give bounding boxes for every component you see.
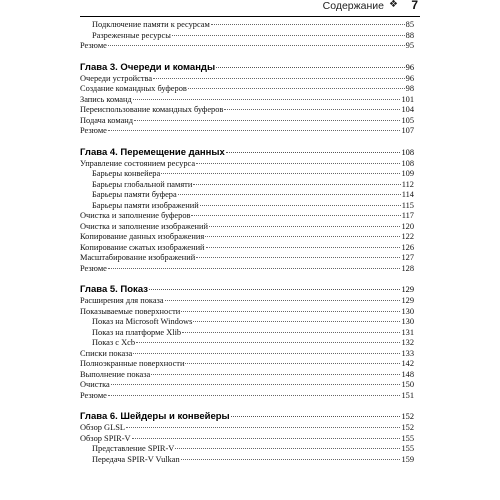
toc-page-number: 131 bbox=[401, 327, 414, 337]
toc-subentry bbox=[80, 317, 414, 328]
toc-entry-title: Выполнение показа bbox=[80, 369, 151, 379]
dot-leader bbox=[153, 78, 405, 79]
toc-entry bbox=[80, 126, 414, 137]
toc-entry-title: Глава 5. Показ bbox=[80, 284, 148, 295]
running-header bbox=[80, 0, 420, 17]
toc-page-number: 126 bbox=[401, 242, 414, 252]
toc-entry bbox=[80, 434, 414, 445]
dot-leader bbox=[193, 321, 400, 322]
toc-entry bbox=[80, 211, 414, 222]
toc-entry-title: Глава 4. Перемещение данных bbox=[80, 146, 225, 158]
toc-entry-title: Управление состоянием ресурса bbox=[80, 158, 196, 168]
dot-leader bbox=[132, 438, 401, 439]
toc-page-number: 151 bbox=[401, 390, 414, 400]
toc-chapter-heading bbox=[80, 410, 414, 423]
dot-leader bbox=[211, 24, 405, 25]
toc-page-number: 117 bbox=[401, 211, 414, 220]
toc-entry bbox=[80, 307, 414, 318]
toc-entry bbox=[80, 159, 414, 170]
toc-entry-title: Копирование сжатых изображений bbox=[80, 242, 205, 252]
toc-entry-title: Масштабирование изображений bbox=[80, 253, 196, 262]
dot-leader bbox=[108, 395, 401, 396]
toc-entry bbox=[80, 380, 414, 391]
dot-leader bbox=[111, 384, 401, 385]
toc-entry bbox=[80, 105, 414, 116]
toc-entry-title: Показываемые поверхности bbox=[80, 306, 181, 316]
toc-page-number: 115 bbox=[401, 200, 414, 210]
dot-leader bbox=[133, 99, 401, 100]
dot-leader bbox=[175, 448, 400, 449]
toc-page-number: 130 bbox=[401, 317, 414, 326]
dot-leader bbox=[108, 130, 401, 131]
toc-page-number: 150 bbox=[401, 380, 414, 389]
toc-entry bbox=[80, 349, 414, 360]
toc-subentry bbox=[80, 455, 414, 466]
dot-leader bbox=[224, 109, 400, 110]
toc-subentry bbox=[80, 328, 414, 339]
toc-entry bbox=[80, 243, 414, 254]
diamond-icon: ❖ bbox=[389, 0, 398, 10]
toc-subentry bbox=[80, 444, 414, 455]
toc-page-number: 98 bbox=[405, 84, 414, 93]
toc-page-number: 152 bbox=[401, 423, 414, 432]
toc-entry-title: Резюме bbox=[80, 41, 107, 50]
toc-page-number: 96 bbox=[405, 62, 414, 72]
toc-page-number: 105 bbox=[401, 115, 414, 125]
toc-entry bbox=[80, 391, 414, 402]
toc-entry-title: Резюме bbox=[80, 263, 107, 273]
dot-leader bbox=[185, 363, 400, 364]
dot-leader bbox=[172, 35, 405, 36]
toc-entry-title: Списки показа bbox=[80, 348, 133, 358]
dot-leader bbox=[134, 120, 400, 121]
toc-page-number: 132 bbox=[401, 338, 414, 347]
toc-page-number: 128 bbox=[401, 263, 414, 273]
dot-leader bbox=[165, 300, 401, 301]
toc-page-number: 152 bbox=[401, 412, 414, 421]
toc-page-number: 133 bbox=[401, 348, 414, 358]
dot-leader bbox=[191, 215, 400, 216]
toc-page-number: 130 bbox=[401, 306, 414, 316]
toc-page-number: 96 bbox=[405, 73, 414, 83]
toc-page-number: 101 bbox=[401, 94, 414, 104]
dot-leader bbox=[181, 311, 400, 312]
dot-leader bbox=[178, 194, 401, 195]
toc-page-number: 122 bbox=[401, 232, 414, 241]
toc-chapter-heading bbox=[80, 283, 414, 296]
toc-entry bbox=[80, 41, 414, 52]
dot-leader bbox=[161, 173, 400, 174]
toc-entry-title: Полноэкранные поверхности bbox=[80, 359, 185, 368]
dot-leader bbox=[206, 247, 401, 248]
toc-entry-title: Переиспользование командных буферов bbox=[80, 105, 224, 114]
dot-leader bbox=[133, 353, 400, 354]
toc-page-number: 107 bbox=[401, 126, 414, 135]
dot-leader bbox=[126, 427, 400, 428]
toc-entry-title: Резюме bbox=[80, 126, 107, 135]
toc-chapter-heading bbox=[80, 61, 414, 74]
table-of-contents bbox=[80, 20, 414, 465]
toc-page-number: 114 bbox=[401, 190, 414, 199]
toc-entry bbox=[80, 253, 414, 264]
dot-leader bbox=[205, 236, 400, 237]
toc-page-number: 108 bbox=[401, 147, 414, 157]
toc-page-number: 155 bbox=[401, 444, 414, 453]
toc-entry-title: Подключение памяти к ресурсам bbox=[92, 20, 210, 29]
toc-page-number: 129 bbox=[401, 296, 414, 305]
toc-entry-title: Представление SPIR-V bbox=[92, 444, 175, 453]
toc-subentry bbox=[80, 190, 414, 201]
toc-subentry bbox=[80, 20, 414, 31]
toc-entry bbox=[80, 359, 414, 370]
toc-entry-title: Копирование данных изображения bbox=[80, 232, 205, 241]
toc-page-number: 129 bbox=[401, 285, 414, 294]
toc-page-number: 159 bbox=[401, 454, 414, 464]
toc-subentry bbox=[80, 201, 414, 212]
toc-entry-title: Барьеры конвейера bbox=[92, 169, 161, 178]
toc-entry-title: Расширения для показа bbox=[80, 296, 164, 305]
toc-page-number: 88 bbox=[405, 30, 414, 40]
toc-entry-title: Показ на Microsoft Windows bbox=[92, 317, 193, 326]
toc-page-number: 142 bbox=[401, 359, 414, 368]
dot-leader bbox=[196, 257, 400, 258]
toc-entry bbox=[80, 116, 414, 127]
toc-entry-title: Показ с Xcb bbox=[92, 338, 136, 347]
dot-leader bbox=[181, 459, 401, 460]
toc-entry-title: Разреженные ресурсы bbox=[92, 30, 171, 40]
toc-page-number: 127 bbox=[401, 253, 414, 262]
toc-entry bbox=[80, 296, 414, 307]
toc-subentry bbox=[80, 169, 414, 180]
dot-leader bbox=[226, 152, 401, 153]
toc-entry-title: Показ на платформе Xlib bbox=[92, 327, 182, 337]
toc-chapter-heading bbox=[80, 146, 414, 159]
dot-leader bbox=[196, 163, 400, 164]
toc-entry-title: Обзор GLSL bbox=[80, 423, 125, 432]
toc-page-number: 95 bbox=[405, 41, 414, 50]
toc-entry-title: Передача SPIR-V Vulkan bbox=[92, 454, 180, 464]
toc-entry-title: Очистка bbox=[80, 380, 110, 389]
toc-entry bbox=[80, 74, 414, 85]
toc-subentry bbox=[80, 338, 414, 349]
toc-entry-title: Очистка и заполнение изображений bbox=[80, 221, 209, 231]
dot-leader bbox=[136, 342, 400, 343]
toc-entry-title: Обзор SPIR-V bbox=[80, 433, 131, 443]
dot-leader bbox=[200, 205, 401, 206]
toc-subentry bbox=[80, 31, 414, 42]
toc-entry bbox=[80, 84, 414, 95]
toc-page-number: 155 bbox=[401, 433, 414, 443]
dot-leader bbox=[108, 268, 401, 269]
dot-leader bbox=[231, 416, 401, 417]
toc-page-number: 108 bbox=[401, 158, 414, 168]
dot-leader bbox=[209, 226, 400, 227]
toc-entry-title: Очистка и заполнение буферов bbox=[80, 211, 191, 220]
toc-entry bbox=[80, 232, 414, 243]
toc-page-number: 109 bbox=[401, 169, 414, 178]
header-title: Содержание bbox=[322, 0, 384, 12]
dot-leader bbox=[182, 332, 400, 333]
toc-page-number: 104 bbox=[401, 105, 414, 114]
toc-page-number: 148 bbox=[401, 369, 414, 379]
dot-leader bbox=[193, 184, 400, 185]
toc-entry-title: Глава 3. Очереди и команды bbox=[80, 61, 216, 73]
toc-entry-title: Резюме bbox=[80, 390, 107, 400]
toc-page-number: 85 bbox=[405, 20, 414, 29]
toc-entry-title: Запись команд bbox=[80, 94, 132, 104]
dot-leader bbox=[188, 88, 405, 89]
toc-entry-title: Барьеры памяти изображений bbox=[92, 200, 199, 210]
toc-entry bbox=[80, 222, 414, 233]
toc-entry-title: Создание командных буферов bbox=[80, 84, 187, 93]
dot-leader bbox=[216, 67, 405, 68]
toc-entry bbox=[80, 264, 414, 275]
toc-entry-title: Подача команд bbox=[80, 115, 134, 125]
toc-subentry bbox=[80, 180, 414, 191]
toc-entry bbox=[80, 423, 414, 434]
toc-entry-title: Очереди устройства bbox=[80, 73, 153, 83]
toc-entry bbox=[80, 95, 414, 106]
toc-page-number: 120 bbox=[401, 221, 414, 231]
toc-entry bbox=[80, 370, 414, 381]
header-page-number: 7 bbox=[411, 0, 418, 12]
dot-leader bbox=[149, 289, 400, 290]
toc-entry-title: Глава 6. Шейдеры и конвейеры bbox=[80, 411, 230, 422]
toc-entry-title: Барьеры памяти буфера bbox=[92, 190, 177, 199]
toc-page-number: 112 bbox=[401, 179, 414, 189]
toc-entry-title: Барьеры глобальной памяти bbox=[92, 179, 193, 189]
dot-leader bbox=[108, 45, 405, 46]
dot-leader bbox=[151, 374, 400, 375]
